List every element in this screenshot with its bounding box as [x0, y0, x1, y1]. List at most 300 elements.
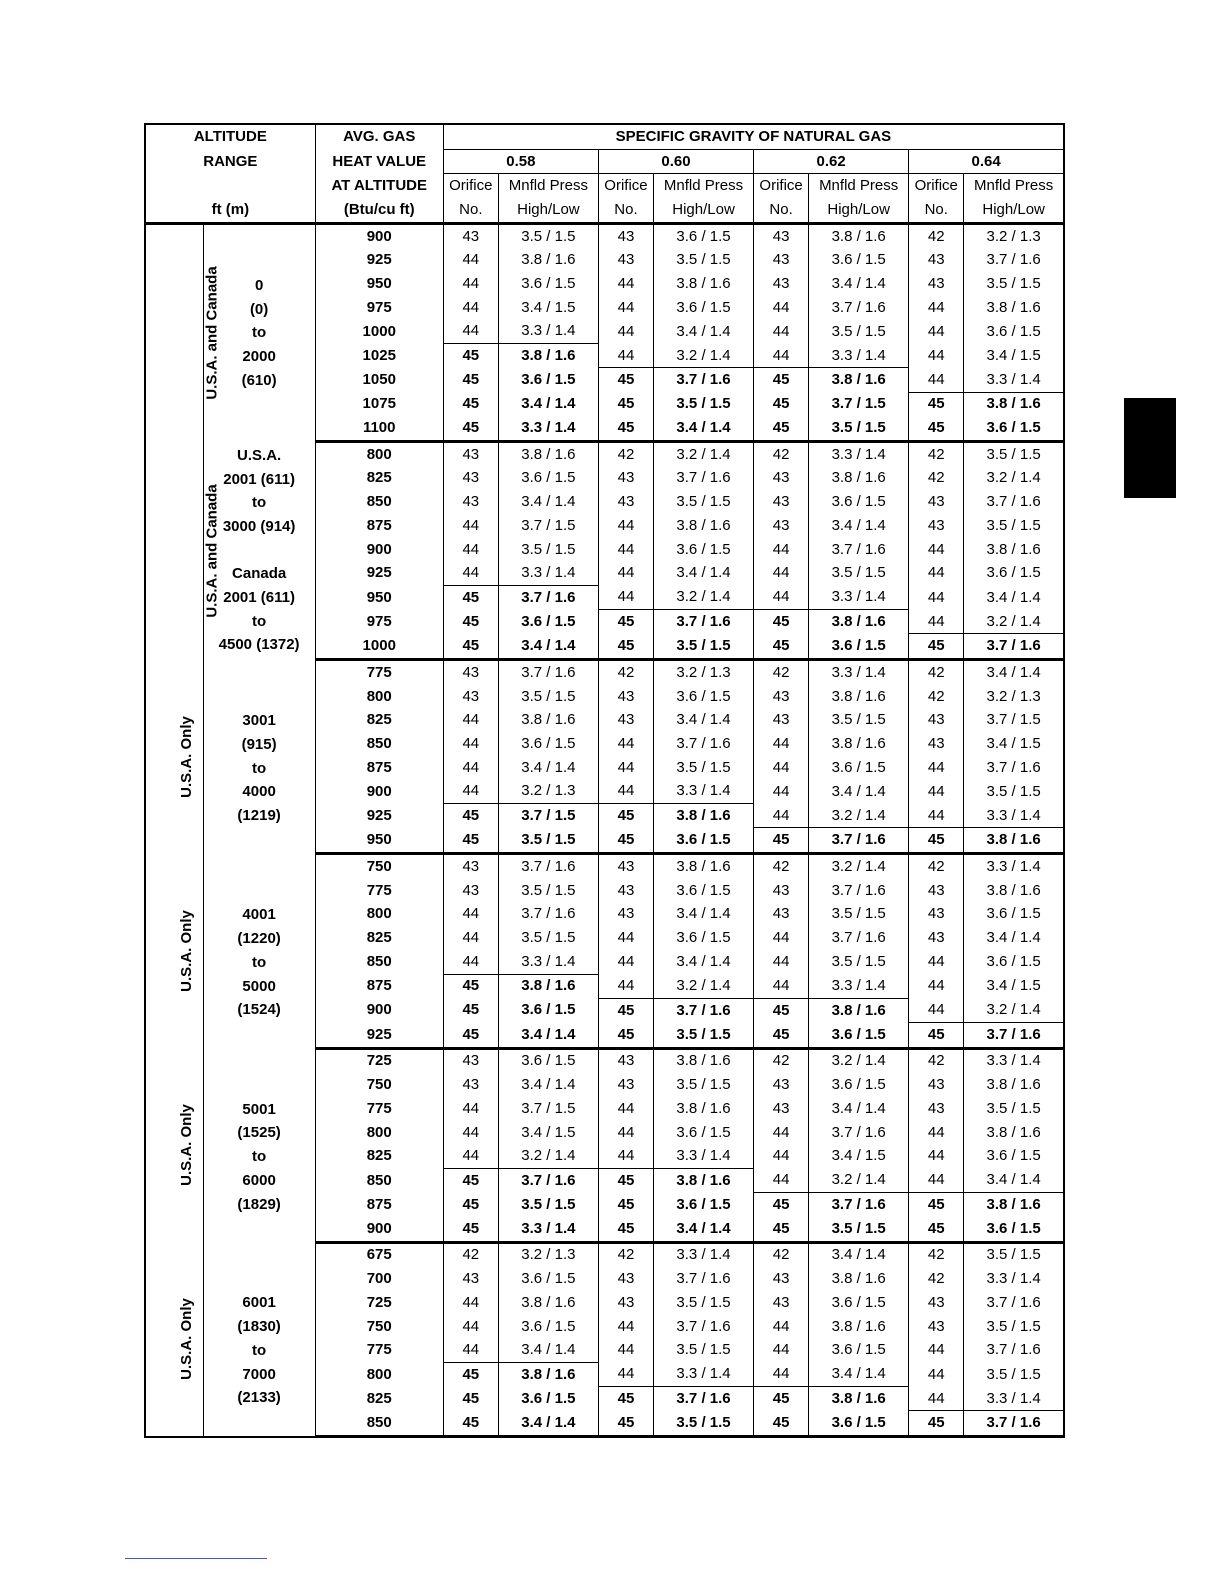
orifice-number: 44	[754, 344, 809, 368]
orifice-number: 44	[754, 732, 809, 756]
orifice-number: 44	[598, 538, 653, 562]
orifice-number: 44	[754, 1121, 809, 1145]
manifold-pressure: 3.6 / 1.5	[809, 756, 909, 780]
manifold-pressure: 3.4 / 1.4	[498, 1022, 598, 1048]
orifice-number: 44	[754, 974, 809, 998]
orifice-number: 43	[909, 879, 964, 903]
heat-value: 800	[315, 1363, 443, 1387]
altitude-range-line: (1525)	[237, 1124, 281, 1142]
manifold-pressure: 3.8 / 1.6	[653, 514, 753, 538]
altitude-range-cell	[203, 1048, 315, 1242]
altitude-header: ALTITUDE	[193, 128, 267, 146]
orifice-number: 45	[443, 974, 498, 998]
orifice-number: 43	[754, 248, 809, 272]
orifice-number: 44	[754, 296, 809, 320]
manifold-pressure: 3.6 / 1.5	[653, 296, 753, 320]
orifice-number: 45	[754, 1387, 809, 1411]
orifice-number: 45	[909, 1022, 964, 1048]
orifice-label: Orifice	[443, 174, 498, 198]
heat-value: 925	[315, 804, 443, 828]
manifold-pressure: 3.5 / 1.5	[964, 1242, 1064, 1267]
manifold-pressure: 3.7 / 1.6	[809, 1121, 909, 1145]
orifice-number: 43	[598, 685, 653, 709]
manifold-pressure: 3.8 / 1.6	[809, 223, 909, 248]
mnfld-label: Mnfld Press	[809, 174, 909, 198]
gravity-064: 0.64	[909, 149, 1064, 174]
orifice-number: 44	[598, 514, 653, 538]
manifold-pressure: 3.7 / 1.6	[964, 1291, 1064, 1315]
heat-header: AVG. GAS	[315, 124, 443, 149]
manifold-pressure: 3.4 / 1.4	[964, 660, 1064, 685]
manifold-pressure: 3.4 / 1.4	[653, 950, 753, 974]
manifold-pressure: 3.8 / 1.6	[809, 368, 909, 392]
orifice-number: 44	[909, 950, 964, 974]
orifice-number: 43	[598, 490, 653, 514]
manifold-pressure: 3.4 / 1.4	[498, 756, 598, 780]
orifice-number: 44	[754, 586, 809, 610]
manifold-pressure: 3.2 / 1.4	[809, 854, 909, 879]
region-label: U.S.A. Only	[177, 1104, 195, 1186]
manifold-pressure: 3.4 / 1.4	[964, 926, 1064, 950]
orifice-number: 44	[443, 272, 498, 296]
manifold-pressure: 3.2 / 1.4	[653, 586, 753, 610]
orifice-no-label: No.	[443, 198, 498, 223]
orifice-number: 44	[443, 320, 498, 344]
region-label-cell	[145, 1048, 203, 1242]
manifold-pressure: 3.3 / 1.4	[653, 1242, 753, 1267]
orifice-number: 45	[598, 1217, 653, 1242]
heat-value: 800	[315, 685, 443, 709]
manifold-pressure: 3.8 / 1.6	[964, 1121, 1064, 1145]
manifold-pressure: 3.4 / 1.4	[809, 1097, 909, 1121]
orifice-no-label: No.	[598, 198, 653, 223]
orifice-number: 44	[754, 1144, 809, 1168]
orifice-number: 44	[909, 320, 964, 344]
manifold-pressure: 3.8 / 1.6	[498, 441, 598, 466]
manifold-pressure: 3.5 / 1.5	[809, 903, 909, 927]
altitude-range-line: 6001	[242, 1294, 276, 1312]
orifice-number: 42	[909, 854, 964, 879]
manifold-pressure: 3.3 / 1.4	[809, 586, 909, 610]
manifold-pressure: 3.3 / 1.4	[498, 320, 598, 344]
altitude-range-line: 6000	[242, 1171, 276, 1189]
region-label-cell	[145, 441, 221, 659]
orifice-number: 42	[909, 223, 964, 248]
manifold-pressure: 3.2 / 1.4	[809, 1048, 909, 1073]
manifold-pressure: 3.4 / 1.4	[653, 320, 753, 344]
orifice-number: 44	[754, 804, 809, 828]
manifold-pressure: 3.5 / 1.5	[809, 950, 909, 974]
altitude-range-line: to	[252, 953, 267, 971]
manifold-pressure: 3.3 / 1.4	[809, 441, 909, 466]
orifice-number: 45	[754, 1411, 809, 1437]
manifold-pressure: 3.2 / 1.3	[653, 660, 753, 685]
orifice-number: 44	[909, 344, 964, 368]
heat-value: 875	[315, 1193, 443, 1217]
manifold-pressure: 3.5 / 1.5	[498, 223, 598, 248]
manifold-pressure: 3.6 / 1.5	[653, 223, 753, 248]
manifold-pressure: 3.4 / 1.4	[498, 1338, 598, 1362]
manifold-pressure: 3.5 / 1.5	[653, 1411, 753, 1437]
orifice-number: 45	[443, 1022, 498, 1048]
altitude-range-line	[257, 1268, 261, 1292]
orifice-number: 43	[443, 223, 498, 248]
orifice-number: 43	[909, 1291, 964, 1315]
orifice-number: 44	[598, 780, 653, 804]
orifice-number: 42	[754, 1242, 809, 1267]
region-label-cell	[145, 854, 203, 1049]
altitude-range-line: Canada	[232, 565, 287, 583]
region-label: U.S.A. and Canada	[203, 266, 221, 400]
altitude-range-line: 2001 (611)	[223, 589, 295, 607]
altitude-range-line: 5000	[242, 977, 276, 995]
heat-value: 675	[315, 1242, 443, 1267]
manifold-pressure: 3.6 / 1.5	[498, 1387, 598, 1411]
heat-value: 950	[315, 272, 443, 296]
manifold-pressure: 3.6 / 1.5	[964, 1217, 1064, 1242]
heat-value: 825	[315, 709, 443, 733]
heat-value: 975	[315, 610, 443, 634]
manifold-pressure: 3.2 / 1.3	[964, 685, 1064, 709]
orifice-number: 44	[598, 950, 653, 974]
heat-value: 725	[315, 1048, 443, 1073]
heat-value: 900	[315, 1217, 443, 1242]
orifice-number: 45	[598, 634, 653, 660]
orifice-number: 43	[598, 1048, 653, 1073]
orifice-number: 45	[443, 804, 498, 828]
orifice-number: 44	[598, 320, 653, 344]
orifice-number: 42	[909, 441, 964, 466]
orifice-number: 44	[909, 296, 964, 320]
orifice-number: 42	[909, 1267, 964, 1291]
mnfld-hl-label: High/Low	[498, 198, 598, 223]
manifold-pressure: 3.4 / 1.5	[809, 1144, 909, 1168]
orifice-number: 45	[598, 1022, 653, 1048]
orifice-number: 44	[754, 1338, 809, 1362]
manifold-pressure: 3.4 / 1.4	[498, 1073, 598, 1097]
orifice-number: 44	[443, 514, 498, 538]
orifice-number: 44	[598, 1121, 653, 1145]
manifold-pressure: 3.5 / 1.5	[653, 392, 753, 416]
orifice-number: 44	[443, 1097, 498, 1121]
region-label: U.S.A. Only	[177, 1298, 195, 1380]
manifold-pressure: 3.3 / 1.4	[964, 1267, 1064, 1291]
orifice-number: 44	[443, 1338, 498, 1362]
orifice-number: 45	[754, 1217, 809, 1242]
orifice-number: 45	[443, 1169, 498, 1193]
orifice-number: 44	[443, 538, 498, 562]
manifold-pressure: 3.6 / 1.5	[498, 610, 598, 634]
manifold-pressure: 3.8 / 1.6	[809, 1315, 909, 1339]
orifice-number: 44	[598, 1315, 653, 1339]
manifold-pressure: 3.4 / 1.4	[498, 490, 598, 514]
manifold-pressure: 3.4 / 1.4	[809, 1242, 909, 1267]
manifold-pressure: 3.5 / 1.5	[964, 441, 1064, 466]
manifold-pressure: 3.8 / 1.6	[498, 1291, 598, 1315]
manifold-pressure: 3.3 / 1.4	[498, 950, 598, 974]
manifold-pressure: 3.7 / 1.5	[964, 709, 1064, 733]
manifold-pressure: 3.2 / 1.4	[653, 344, 753, 368]
altitude-range-line: 7000	[242, 1365, 276, 1383]
orifice-number: 44	[443, 296, 498, 320]
orifice-number: 44	[443, 709, 498, 733]
orifice-number: 45	[598, 392, 653, 416]
orifice-number: 43	[754, 467, 809, 491]
manifold-pressure: 3.6 / 1.5	[498, 1315, 598, 1339]
manifold-pressure: 3.8 / 1.6	[964, 538, 1064, 562]
manifold-pressure: 3.8 / 1.6	[964, 1193, 1064, 1217]
heat-header-2: HEAT VALUE	[315, 149, 443, 174]
orifice-number: 45	[443, 1193, 498, 1217]
manifold-pressure: 3.7 / 1.6	[498, 854, 598, 879]
altitude-range-line: U.S.A.	[237, 446, 282, 464]
manifold-pressure: 3.4 / 1.5	[964, 974, 1064, 998]
manifold-pressure: 3.8 / 1.6	[809, 1267, 909, 1291]
manifold-pressure: 3.8 / 1.6	[498, 344, 598, 368]
orifice-number: 45	[443, 634, 498, 660]
manifold-pressure: 3.4 / 1.4	[809, 780, 909, 804]
manifold-pressure: 3.6 / 1.5	[653, 685, 753, 709]
altitude-range-line: to	[252, 612, 267, 630]
manifold-pressure: 3.8 / 1.6	[964, 828, 1064, 854]
orifice-number: 43	[909, 490, 964, 514]
orifice-number: 43	[754, 709, 809, 733]
orifice-number: 45	[754, 392, 809, 416]
manifold-pressure: 3.5 / 1.5	[964, 1097, 1064, 1121]
manifold-pressure: 3.5 / 1.5	[498, 828, 598, 854]
manifold-pressure: 3.5 / 1.5	[653, 490, 753, 514]
orifice-number: 43	[754, 903, 809, 927]
manifold-pressure: 3.8 / 1.6	[653, 1097, 753, 1121]
manifold-pressure: 3.5 / 1.5	[809, 416, 909, 441]
manifold-pressure: 3.4 / 1.5	[964, 732, 1064, 756]
heat-value: 750	[315, 854, 443, 879]
table-body	[145, 223, 1064, 1436]
manifold-pressure: 3.7 / 1.6	[964, 634, 1064, 660]
manifold-pressure: 3.8 / 1.6	[653, 854, 753, 879]
orifice-number: 44	[754, 950, 809, 974]
orifice-number: 44	[443, 1315, 498, 1339]
orifice-number: 44	[754, 538, 809, 562]
orifice-number: 45	[598, 1411, 653, 1437]
heat-value: 850	[315, 1169, 443, 1193]
manifold-pressure: 3.4 / 1.4	[498, 1411, 598, 1437]
orifice-number: 44	[754, 1315, 809, 1339]
altitude-range-line: 2000	[242, 347, 276, 365]
orifice-number: 45	[754, 416, 809, 441]
orifice-number: 44	[443, 756, 498, 780]
heat-value: 1100	[315, 416, 443, 441]
manifold-pressure: 3.7 / 1.6	[809, 879, 909, 903]
heat-value: 750	[315, 1315, 443, 1339]
section-tab-marker	[1124, 398, 1176, 498]
heat-value: 950	[315, 828, 443, 854]
orifice-number: 45	[598, 416, 653, 441]
manifold-pressure: 3.7 / 1.6	[498, 586, 598, 610]
orifice-number: 43	[909, 709, 964, 733]
orifice-number: 45	[443, 1411, 498, 1437]
table-row	[145, 660, 1064, 685]
manifold-pressure: 3.8 / 1.6	[498, 248, 598, 272]
orifice-number: 45	[443, 416, 498, 441]
manifold-pressure: 3.3 / 1.4	[498, 561, 598, 585]
manifold-pressure: 3.4 / 1.4	[809, 514, 909, 538]
orifice-number: 43	[443, 685, 498, 709]
mnfld-hl-label: High/Low	[809, 198, 909, 223]
manifold-pressure: 3.2 / 1.4	[809, 1169, 909, 1193]
heat-value: 1000	[315, 634, 443, 660]
orifice-number: 43	[443, 879, 498, 903]
orifice-number: 45	[598, 368, 653, 392]
orifice-number: 43	[443, 441, 498, 466]
heat-value: 850	[315, 950, 443, 974]
manifold-pressure: 3.2 / 1.3	[498, 1242, 598, 1267]
orifice-number: 44	[754, 780, 809, 804]
altitude-range-line: 4000	[242, 783, 276, 801]
manifold-pressure: 3.2 / 1.4	[964, 610, 1064, 634]
orifice-number: 43	[754, 1097, 809, 1121]
altitude-range-cell	[203, 1242, 315, 1437]
orifice-number: 43	[443, 1048, 498, 1073]
manifold-pressure: 3.2 / 1.4	[653, 441, 753, 466]
manifold-pressure: 3.5 / 1.5	[498, 685, 598, 709]
manifold-pressure: 3.3 / 1.4	[964, 804, 1064, 828]
manifold-pressure: 3.5 / 1.5	[498, 879, 598, 903]
altitude-range-line: (0)	[249, 300, 269, 318]
manifold-pressure: 3.6 / 1.5	[964, 1144, 1064, 1168]
mnfld-label: Mnfld Press	[653, 174, 753, 198]
manifold-pressure: 3.6 / 1.5	[498, 272, 598, 296]
table-row	[145, 854, 1064, 879]
orifice-number: 44	[598, 561, 653, 585]
orifice-number: 44	[909, 804, 964, 828]
manifold-pressure: 3.8 / 1.6	[809, 467, 909, 491]
orifice-number: 43	[598, 854, 653, 879]
heat-header-3: AT ALTITUDE	[315, 174, 443, 198]
orifice-number: 45	[754, 610, 809, 634]
altitude-range-line: 3000 (914)	[222, 517, 296, 535]
orifice-number: 45	[443, 1217, 498, 1242]
manifold-pressure: 3.8 / 1.6	[964, 392, 1064, 416]
manifold-pressure: 3.5 / 1.5	[964, 272, 1064, 296]
orifice-number: 42	[754, 660, 809, 685]
orifice-number: 45	[598, 1193, 653, 1217]
manifold-pressure: 3.6 / 1.5	[809, 1338, 909, 1362]
manifold-pressure: 3.6 / 1.5	[653, 926, 753, 950]
orifice-number: 42	[598, 441, 653, 466]
heat-value: 775	[315, 1097, 443, 1121]
manifold-pressure: 3.2 / 1.3	[498, 780, 598, 804]
manifold-pressure: 3.7 / 1.5	[498, 514, 598, 538]
region-label-cell	[145, 223, 221, 441]
orifice-label: Orifice	[598, 174, 653, 198]
orifice-number: 45	[754, 1193, 809, 1217]
orifice-number: 43	[443, 1073, 498, 1097]
heat-value: 875	[315, 514, 443, 538]
orifice-no-label: No.	[754, 198, 809, 223]
manifold-pressure: 3.5 / 1.5	[653, 634, 753, 660]
manifold-pressure: 3.5 / 1.5	[498, 1193, 598, 1217]
orifice-number: 43	[754, 272, 809, 296]
orifice-number: 43	[909, 926, 964, 950]
orifice-number: 43	[754, 490, 809, 514]
orifice-number: 42	[754, 441, 809, 466]
manifold-pressure: 3.5 / 1.5	[809, 561, 909, 585]
gravity-060: 0.60	[598, 149, 753, 174]
manifold-pressure: 3.5 / 1.5	[964, 1363, 1064, 1387]
orifice-number: 43	[598, 879, 653, 903]
manifold-pressure: 3.5 / 1.5	[653, 1022, 753, 1048]
manifold-pressure: 3.6 / 1.5	[964, 320, 1064, 344]
manifold-pressure: 3.5 / 1.5	[498, 926, 598, 950]
mnfld-hl-label: High/Low	[653, 198, 753, 223]
orifice-number: 44	[598, 296, 653, 320]
orifice-number: 43	[598, 1291, 653, 1315]
altitude-range-line: 5001	[242, 1100, 276, 1118]
orifice-number: 44	[909, 756, 964, 780]
orifice-number: 43	[754, 1073, 809, 1097]
altitude-units: ft (m)	[145, 198, 315, 223]
manifold-pressure: 3.8 / 1.6	[964, 296, 1064, 320]
manifold-pressure: 3.7 / 1.6	[964, 1022, 1064, 1048]
heat-value: 900	[315, 223, 443, 248]
manifold-pressure: 3.8 / 1.6	[964, 1073, 1064, 1097]
heat-value: 800	[315, 441, 443, 466]
manifold-pressure: 3.5 / 1.5	[498, 538, 598, 562]
orifice-number: 44	[754, 1363, 809, 1387]
heat-value: 775	[315, 879, 443, 903]
region-label: U.S.A. Only	[177, 910, 195, 992]
orifice-number: 44	[909, 1387, 964, 1411]
manifold-pressure: 3.3 / 1.4	[964, 1048, 1064, 1073]
orifice-table	[144, 123, 1065, 1438]
manifold-pressure: 3.7 / 1.6	[809, 538, 909, 562]
manifold-pressure: 3.8 / 1.6	[653, 272, 753, 296]
manifold-pressure: 3.6 / 1.5	[653, 879, 753, 903]
heat-value: 925	[315, 561, 443, 585]
manifold-pressure: 3.6 / 1.5	[809, 1022, 909, 1048]
altitude-range-line: (610)	[241, 371, 277, 389]
orifice-number: 44	[598, 926, 653, 950]
manifold-pressure: 3.6 / 1.5	[498, 467, 598, 491]
orifice-number: 43	[443, 490, 498, 514]
orifice-number: 44	[909, 368, 964, 392]
altitude-range-line: 2001 (611)	[223, 470, 295, 488]
heat-value: 775	[315, 660, 443, 685]
orifice-number: 44	[598, 1097, 653, 1121]
orifice-number: 44	[909, 586, 964, 610]
orifice-number: 45	[598, 1169, 653, 1193]
manifold-pressure: 3.8 / 1.6	[498, 974, 598, 998]
manifold-pressure: 3.6 / 1.5	[498, 1048, 598, 1073]
manifold-pressure: 3.5 / 1.5	[653, 1073, 753, 1097]
altitude-header-blank	[145, 174, 315, 198]
orifice-number: 42	[909, 1242, 964, 1267]
manifold-pressure: 3.5 / 1.5	[809, 709, 909, 733]
altitude-range-line	[257, 539, 261, 563]
manifold-pressure: 3.3 / 1.4	[653, 1144, 753, 1168]
manifold-pressure: 3.2 / 1.3	[964, 223, 1064, 248]
altitude-range-cell	[203, 660, 315, 854]
manifold-pressure: 3.4 / 1.4	[498, 634, 598, 660]
manifold-pressure: 3.7 / 1.6	[809, 828, 909, 854]
heat-units: (Btu/cu ft)	[315, 198, 443, 223]
mnfld-label: Mnfld Press	[498, 174, 598, 198]
manifold-pressure: 3.3 / 1.4	[498, 1217, 598, 1242]
orifice-number: 44	[598, 1363, 653, 1387]
orifice-number: 45	[754, 828, 809, 854]
manifold-pressure: 3.6 / 1.5	[653, 1193, 753, 1217]
